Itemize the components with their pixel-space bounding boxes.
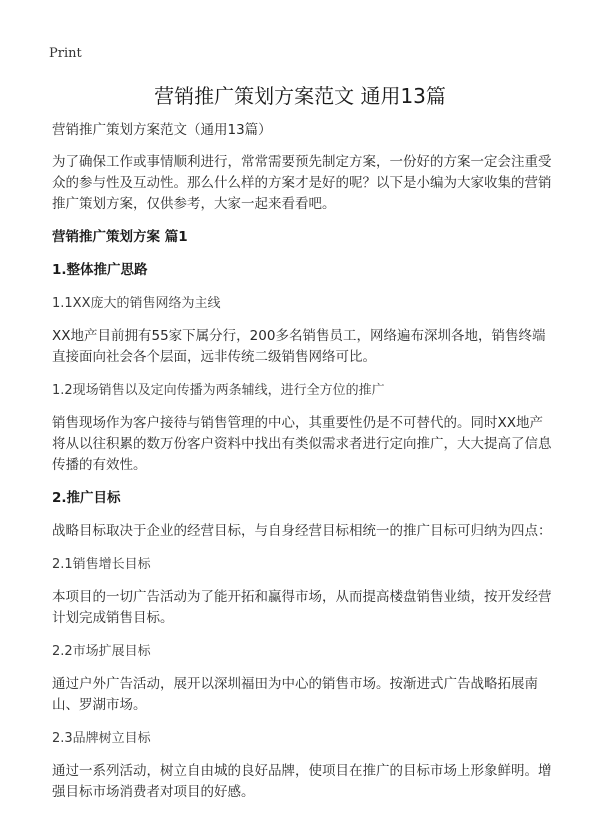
paragraph: XX地产目前拥有55家下属分行，200多名销售员工，网络遍布深圳各地，销售终端直接面向社会各个层面，远非传统二级销售网络可比。 <box>52 328 546 365</box>
paragraph: 通过户外广告活动，展开以深圳福田为中心的销售市场。按渐进式广告战略拓展南山、罗湖市场。 <box>52 676 538 713</box>
section-heading: 1.整体推广思路 <box>52 262 148 278</box>
article-body <box>52 120 552 815</box>
print-link[interactable]: Print <box>49 46 82 61</box>
paragraph: 本项目的一切广告活动为了能开拓和赢得市场，从而提高楼盘销售业绩，按开发经营计划完成销售目标。 <box>52 589 552 626</box>
subsection-heading: 1.1XX庞大的销售网络为主线 <box>52 296 221 311</box>
page-title: 营销推广策划方案范文 通用13篇 <box>154 84 446 108</box>
intro-paragraph: 为了确保工作或事情顺利进行，常常需要预先制定方案，一份好的方案一定会注重受众的参与性及互动性。那么什么样的方案才是好的呢？以下是小编为大家收集的营销推广策划方案，仅供参考，大家一起来看看吧。 <box>52 154 552 212</box>
part-title: 营销推广策划方案 篇1 <box>52 229 188 245</box>
subsection-heading: 1.2现场销售以及定向传播为两条辅线，进行全方位的推广 <box>52 383 385 398</box>
paragraph: 战略目标取决于企业的经营目标，与自身经营目标相统一的推广目标可归纳为四点： <box>52 523 552 539</box>
paragraph: 通过一系列活动，树立自由城的良好品牌，使项目在推广的目标市场上形象鲜明。增强目标市场消费者对项目的好感。 <box>52 763 552 800</box>
section-heading: 2.推广目标 <box>52 490 121 506</box>
paragraph: 销售现场作为客户接待与销售管理的中心，其重要性仍是不可替代的。同时XX地产将从以往积累的数万份客户资料中找出有类似需求者进行定向推广，大大提高了信息传播的有效性。 <box>52 415 552 473</box>
article-subtitle: 营销推广策划方案范文（通用13篇） <box>52 122 272 138</box>
subsection-heading: 2.3品牌树立目标 <box>52 731 151 746</box>
subsection-heading: 2.2市场扩展目标 <box>52 644 151 659</box>
subsection-heading: 2.1销售增长目标 <box>52 557 151 572</box>
